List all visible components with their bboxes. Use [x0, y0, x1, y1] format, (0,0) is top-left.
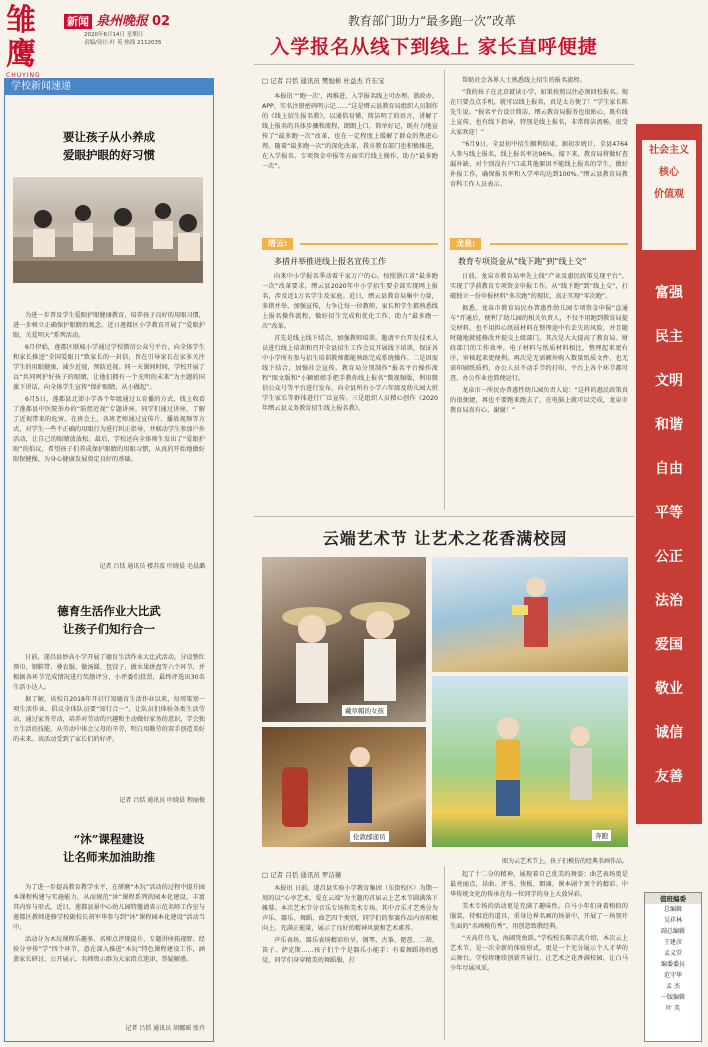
date-line: 2020年6月14日 星期日 — [84, 32, 144, 38]
section-title-bar: 学校新闻速递 — [5, 79, 213, 95]
longquan-para: 据悉，龙泉市教育局民办普惠性幼儿园专项资金申报“直通车”开通后，便利了幼儿园的相关负责人，不仅不用跑到教育局提交材料，也不用担心纸质材料在整理途中有丢失的风险，并且随时随地就能修改并提交上级部门。其次是大大提高了教育局、财政部门的工作效率，电子材料与纸质材料相比，整理起来更有序，审核起来更便利。再次是无需额外购入数量纸质文件，也无需印刷纸质档，办公人员不动手节约打印，平台上各个环节都可查，办公作业也简便运行。 — [450, 305, 628, 382]
longquan-para: 日前，龙泉市教育局率先上线“产业及惠民政策兑现平台”，实现了学前教育专项资金申报工作，从“线下跑”到“线上交”，打破独立一份申报材料“多次跑”的现状，真正实现“零次跑”。 — [450, 273, 628, 300]
art-right-body — [450, 870, 628, 976]
jinyun-para: 向来中小学报名季动着千家万户的心。按照浙江省“最多跑一次”改革要求，缙云县2020年中小学招生要全部实现网上报名，涉及近1万名学生及家庭。近日，缙云县教育局集中力量，多措并举，加强宣传，力争让每一位教师、家长和学生都熟悉线上报名操作流程，做好招生完成和优化工作，助力“最多跑一次”改革。 — [262, 273, 438, 330]
longquan-label: 龙泉: — [450, 238, 481, 250]
jinyun-label: 缙云: — [262, 238, 293, 250]
art-byline: □ 记者 吕恬 通讯员 罗洁薇 — [262, 871, 342, 879]
classroom-photo — [13, 177, 203, 283]
editor-row: 吴祥林 — [663, 917, 682, 924]
core-value: 法治 — [655, 593, 683, 609]
lead-kicker: 教育部门助力“最多跑一次”改革 — [347, 14, 517, 28]
core-values-heading-line: 价值观 — [654, 189, 684, 200]
postman-illustration — [262, 727, 426, 847]
paper-name: 泉州晚报 — [96, 14, 149, 29]
lead-para: 本报讯 “‘跑一次’，再推进，入学报名线上可办理。浙政办、APP、实名注册密码明示记……”这是缙云县教育局组织人员制作的《线上招生报名教》，以通俗易懂、简洁明了的语言，讲解了线上报名的具体步骤和流程，朗朗上口，简单好记，既有力地宣传了“最多跑一次”改革，也在一定程度上缓解了群众的焦虑心理。随着“最多跑一次”的深化改革，我市教育部门也积极推进，在入学报名、专项资金申报等方面实行线上操作，助力“最多跑一次”。 — [262, 93, 438, 170]
longquan-para: 龙泉市一所民办普惠性幼儿园负责人说：“这样的惠民政策真的很便捷，再也不要跑来跑去了，在电脑上就可以完成，龙泉市教育局真有心，谢谢！” — [450, 387, 628, 414]
logo-pinyin: CHUYING — [6, 72, 41, 79]
school-news-column — [4, 78, 214, 1042]
art-caption-2: 伦敦邮递员 — [350, 831, 389, 842]
core-values-heading — [642, 140, 696, 250]
article-1-title-line-2: 爱眼护眼的好习惯 — [63, 148, 155, 162]
core-value: 民主 — [655, 329, 683, 345]
article-2-para: 据了解，该校自2018年开启行知德育生活作业以来，每周策划一项生活作业，倡议全体队员要“知行合一”，让队员们体验各类生活劳动，通过家务劳动，培养对劳动的兴趣和主动做好家务的意识，学会独立生活的技能，从劳动中体会父母的辛劳，明白用勤劳的双手创造美好的未来。该活动受到了家长们的好评。 — [13, 696, 205, 743]
art-top-rule — [254, 516, 634, 517]
longquan-rule — [490, 243, 628, 245]
core-value: 自由 — [655, 461, 683, 477]
meta-line — [84, 30, 161, 46]
art-photo-girl-in-field — [432, 557, 628, 672]
article-1-body — [13, 311, 205, 467]
art-photo-caption: 图为云艺术节上，孩子们模仿的经典名画作品。 — [501, 858, 628, 865]
core-value: 平等 — [655, 505, 683, 521]
art-photo-running-children — [432, 676, 628, 847]
article-3-byline: 记者 吕恬 通讯员 胡娜瑶 张卉 — [125, 1025, 205, 1032]
longquan-subhead: 教育专项资金从“线下跑”到“线上交” — [458, 257, 587, 266]
editor-row: 总编辑 — [663, 906, 682, 913]
jinyun-rule — [300, 243, 438, 245]
publication-line — [64, 10, 170, 29]
core-values-heading-line: 社会主义 — [649, 145, 689, 156]
art-para: 声乐表场，器乐表场精彩纷呈，钢琴、古筝、琵琶、二胡、笛子、萨克斯……孩子们个个是器乐小能手；有着舞蹈场的感觉，同学们身穿精美的舞蹈服，打 — [262, 937, 438, 964]
art-photo-london-postman — [262, 727, 426, 847]
logo-text: 雏鹰 — [6, 3, 34, 72]
article-2-title-line-1: 德育生活作业大比武 — [57, 604, 161, 618]
art-photo-girl-straw-hat — [262, 557, 426, 722]
article-3-para: 为了进一步提高教育教学水平，在研磨“木玩”活动的过程中提升园本课程构建与实施能力，从而规范“沐”课程系列的园本化建设、丰富其内容与形式，近日，莲都县景中心幼儿园特邀请省示范名师工作室与莲都区教师进修学校副校长胡军华参与到“沐”课程园本化建设”活动当中。 — [13, 884, 205, 931]
art-para: 本报讯 日前，遂昌县实验小学教育集团（东街校区）为期一周的以“心享艺术，爱在云端”为主题的首届云上艺术节圆满落下帷幕。本次艺术节分音乐专场和美术专场。其中音乐才艺秀分为声乐、器乐、舞蹈、曲艺四个类别，同学们的参赛作品内容积极向上，充满正能量，展示了良好的精神风貌和艺术素养。 — [262, 885, 438, 932]
jinyun-body — [262, 272, 438, 416]
lead-byline: □ 记者 吕恬 通讯员 樊旭彬 杜益杰 许东宝 — [262, 77, 385, 85]
lead-para: “6月9日，全县初中招生顺利结束。据初步统计，全县4764人参与线上报名，线上报名率达96%。接下来，教育局将做好查漏补缺，对个别没有户口或其他原因不能线上报名的学生，做好补报工作，确保报名率和入学率均达到100%。”缙云县教育局教育科工作人员表示。 — [450, 141, 628, 188]
lead-right-body — [450, 76, 628, 192]
lead-para: 帮助社会各界人士熟悉线上招生的报名流程。 — [462, 77, 586, 84]
core-value: 敬业 — [655, 681, 683, 697]
running-children-illustration — [432, 676, 628, 847]
jinyun-para: 首先是线上线下结合，加强教师培训。邀请平台开发技术人员进行线上培训和召开全县招生工作会议开展线下培训，保证各中小学所有参与招生培训教师都能熟练完成系统操作。二是因需线下结合，加强社会宣传。教育局分别制作“报名平台操作流程”图文版和“小颖姐姐手把手教你线上报名”微视频版，利用微信公众号等平台进行发布，向全县所有小学六年级及幼儿园大班学生家长等群体进行广泛宣传。三是组织人员精心创作《2020年缙云县义务教育招生线上报名教》。 — [262, 335, 438, 412]
article-3-body — [13, 883, 205, 967]
editor-row: 一版编辑 — [660, 994, 685, 1001]
core-value: 爱国 — [655, 637, 683, 653]
editor-box — [644, 892, 702, 1042]
art-caption-3: 奔跑 — [592, 830, 611, 841]
jinyun-subhead: 多措并举推进线上报名宣传工作 — [274, 257, 386, 266]
editor-row: 叶 英 — [666, 1005, 680, 1012]
editor-row: 范守华 — [663, 972, 682, 979]
core-value: 文明 — [655, 373, 683, 389]
editor-box-heading: 值班编委 — [645, 893, 701, 904]
classroom-photo-illustration — [13, 177, 203, 283]
article-1-byline: 记者 吕恬 通讯员 楼苏波 叶晓晨 毛晨璐 — [99, 563, 205, 570]
core-value: 友善 — [655, 769, 683, 785]
art-para: 起了十二分的精神，展现着自己优美的舞姿；曲艺表场更是最亮丽点，昂曲、评书、快板、朗诵，课本剧个顶个的精彩。中华传统文化的传承在每一位同学的身上大放异彩。 — [450, 871, 628, 898]
core-values-heading-line: 核心 — [659, 167, 679, 178]
art-feature-title: 云端艺术节 让艺术之花香满校园 — [322, 529, 568, 548]
article-1-para: 6月5日，莲都县北郊小学各个年级通过五育播的方式，线上收看了莲都县中医院举办的“防控近视”专题讲座。同学们通过讲座，了解了近视带来的危害。在班会上，各班老师通过宣传片、播放视频等方式，对学生一些不正确的用眼行为进行纠正指导，并联动学生参加户外活动，让自己的眼睛放放松。最后，学校还向全体师生发出了“爱眼护眼”的倡议，希望孩子们养成保护眼睛的用眼习惯，从真的开始地做好眼保健操，为身心健康发展奠定良好的基础。 — [13, 396, 205, 463]
article-2-byline: 记者 吕恬 通讯员 叶晓晨 程丽俊 — [119, 797, 205, 804]
article-1-title-line-1: 要让孩子从小养成 — [63, 130, 155, 144]
core-value: 富强 — [655, 285, 683, 301]
core-value: 公正 — [655, 549, 683, 565]
editor-row: 王建彦 — [663, 939, 682, 946]
article-2-body — [13, 653, 205, 747]
column-divider — [444, 70, 445, 510]
core-value: 和谐 — [655, 417, 683, 433]
article-3-title-line-1: “沐”课程建设 — [73, 832, 145, 846]
longquan-body — [450, 272, 628, 418]
editor-row: 孟义堂 — [663, 950, 682, 957]
headline-rule — [254, 64, 634, 65]
editor-row: 孟 杰 — [666, 983, 680, 990]
article-1-para: 为进一步普及学生爱眼护眼健康教育，培养孩子良好的用眼习惯，进一步树立正确保护眼睛的观念。近日莲都区小学教育开展了“爱眼护眼，关爱明天”系列活动。 — [13, 312, 205, 339]
page-number: 02 — [152, 14, 171, 29]
column-divider — [444, 866, 445, 1040]
article-3-para: 活动分为木玩课程乐趣多、名师点评现提升、专题讲座拓视野、经验分享传“学”四个环节，意在深入推进“木玩”特色课程建设工作，涵盖家长研讨、公开展示，名师资示群为大家指点迷津，答疑解惑。 — [13, 936, 205, 963]
article-2-para: 日前，遂昌县妙高小学开展了德育生活作业大比武活动，分设整红领巾、钢鞋带、叠衣服、做汤圆、包饺子、做水果拼盘等六个环节，并根据各环节完成情况进行奖励评分，小评委们投票，最终评选出30名生活小达人。 — [13, 654, 205, 691]
logo — [6, 3, 58, 79]
art-caption-1: 戴草帽的女孩 — [342, 705, 387, 716]
lead-headline: 入学报名从线下到线上 家长直呼便捷 — [270, 36, 598, 58]
art-para: “天高任鸟飞，海阔凭鱼跃。”学校校长陈宗武介绍，本次云上艺术节，是一次全新的体验形式，更是一个充分展示个人才华的云舞台。学校将继续创新开展行，让艺术之花香满校园，让白马少年尽展风采。 — [450, 935, 628, 972]
core-value: 诚信 — [655, 725, 683, 741]
field-illustration — [432, 557, 628, 672]
art-center-body — [262, 884, 438, 968]
editor-row: 副总编辑 — [660, 928, 685, 935]
editor-line: 责编/设计:叶 英 热线 2112035 — [84, 40, 162, 46]
lead-center-body — [262, 92, 438, 174]
art-para: 美术专场的活动更是充满了趣味性。自马小年们身着相似的服装，持相近的道具，重身边界名画的场景中，开展了一场别开生面的“名画模仿秀”，用创意致敬经典。 — [450, 903, 628, 930]
editor-row: 编委委员 — [660, 961, 685, 968]
section-tag: 新闻 — [64, 14, 92, 29]
lead-para: “我的孩子在北京就读小学，如果按照以往必须回校报名。现在只要点点手机，就可以线上报名，真是太方便了！”学生家长陈先生说。“报名平台设计简洁，缙云教育局服务也很贴心，既有线上宣传，也有线下指导，特别是线上报名，非常简洁流畅，很受大家欢迎！” — [450, 89, 628, 136]
article-3-title-line-2: 让名师来加油助推 — [63, 850, 155, 864]
girl-portrait-illustration — [262, 557, 426, 722]
article-2-title-line-2: 让孩子们知行合一 — [63, 622, 155, 636]
article-1-para: 6月伊始，莲都区联城小学通过学校微信公众号平台，向全体学生和家长推送“全国爱眼日”致家长的一封信，旨在引导家长在家多关注学生的用眼健康，减少近视，预防近视。同一天课间时间，学校开展了以“共同呵护好孩子的眼睛，让他们拥有一个光明的未来”为主题的国旗下讲话，向全体学生宣传“保护眼睛，从小做起”。 — [13, 344, 205, 391]
